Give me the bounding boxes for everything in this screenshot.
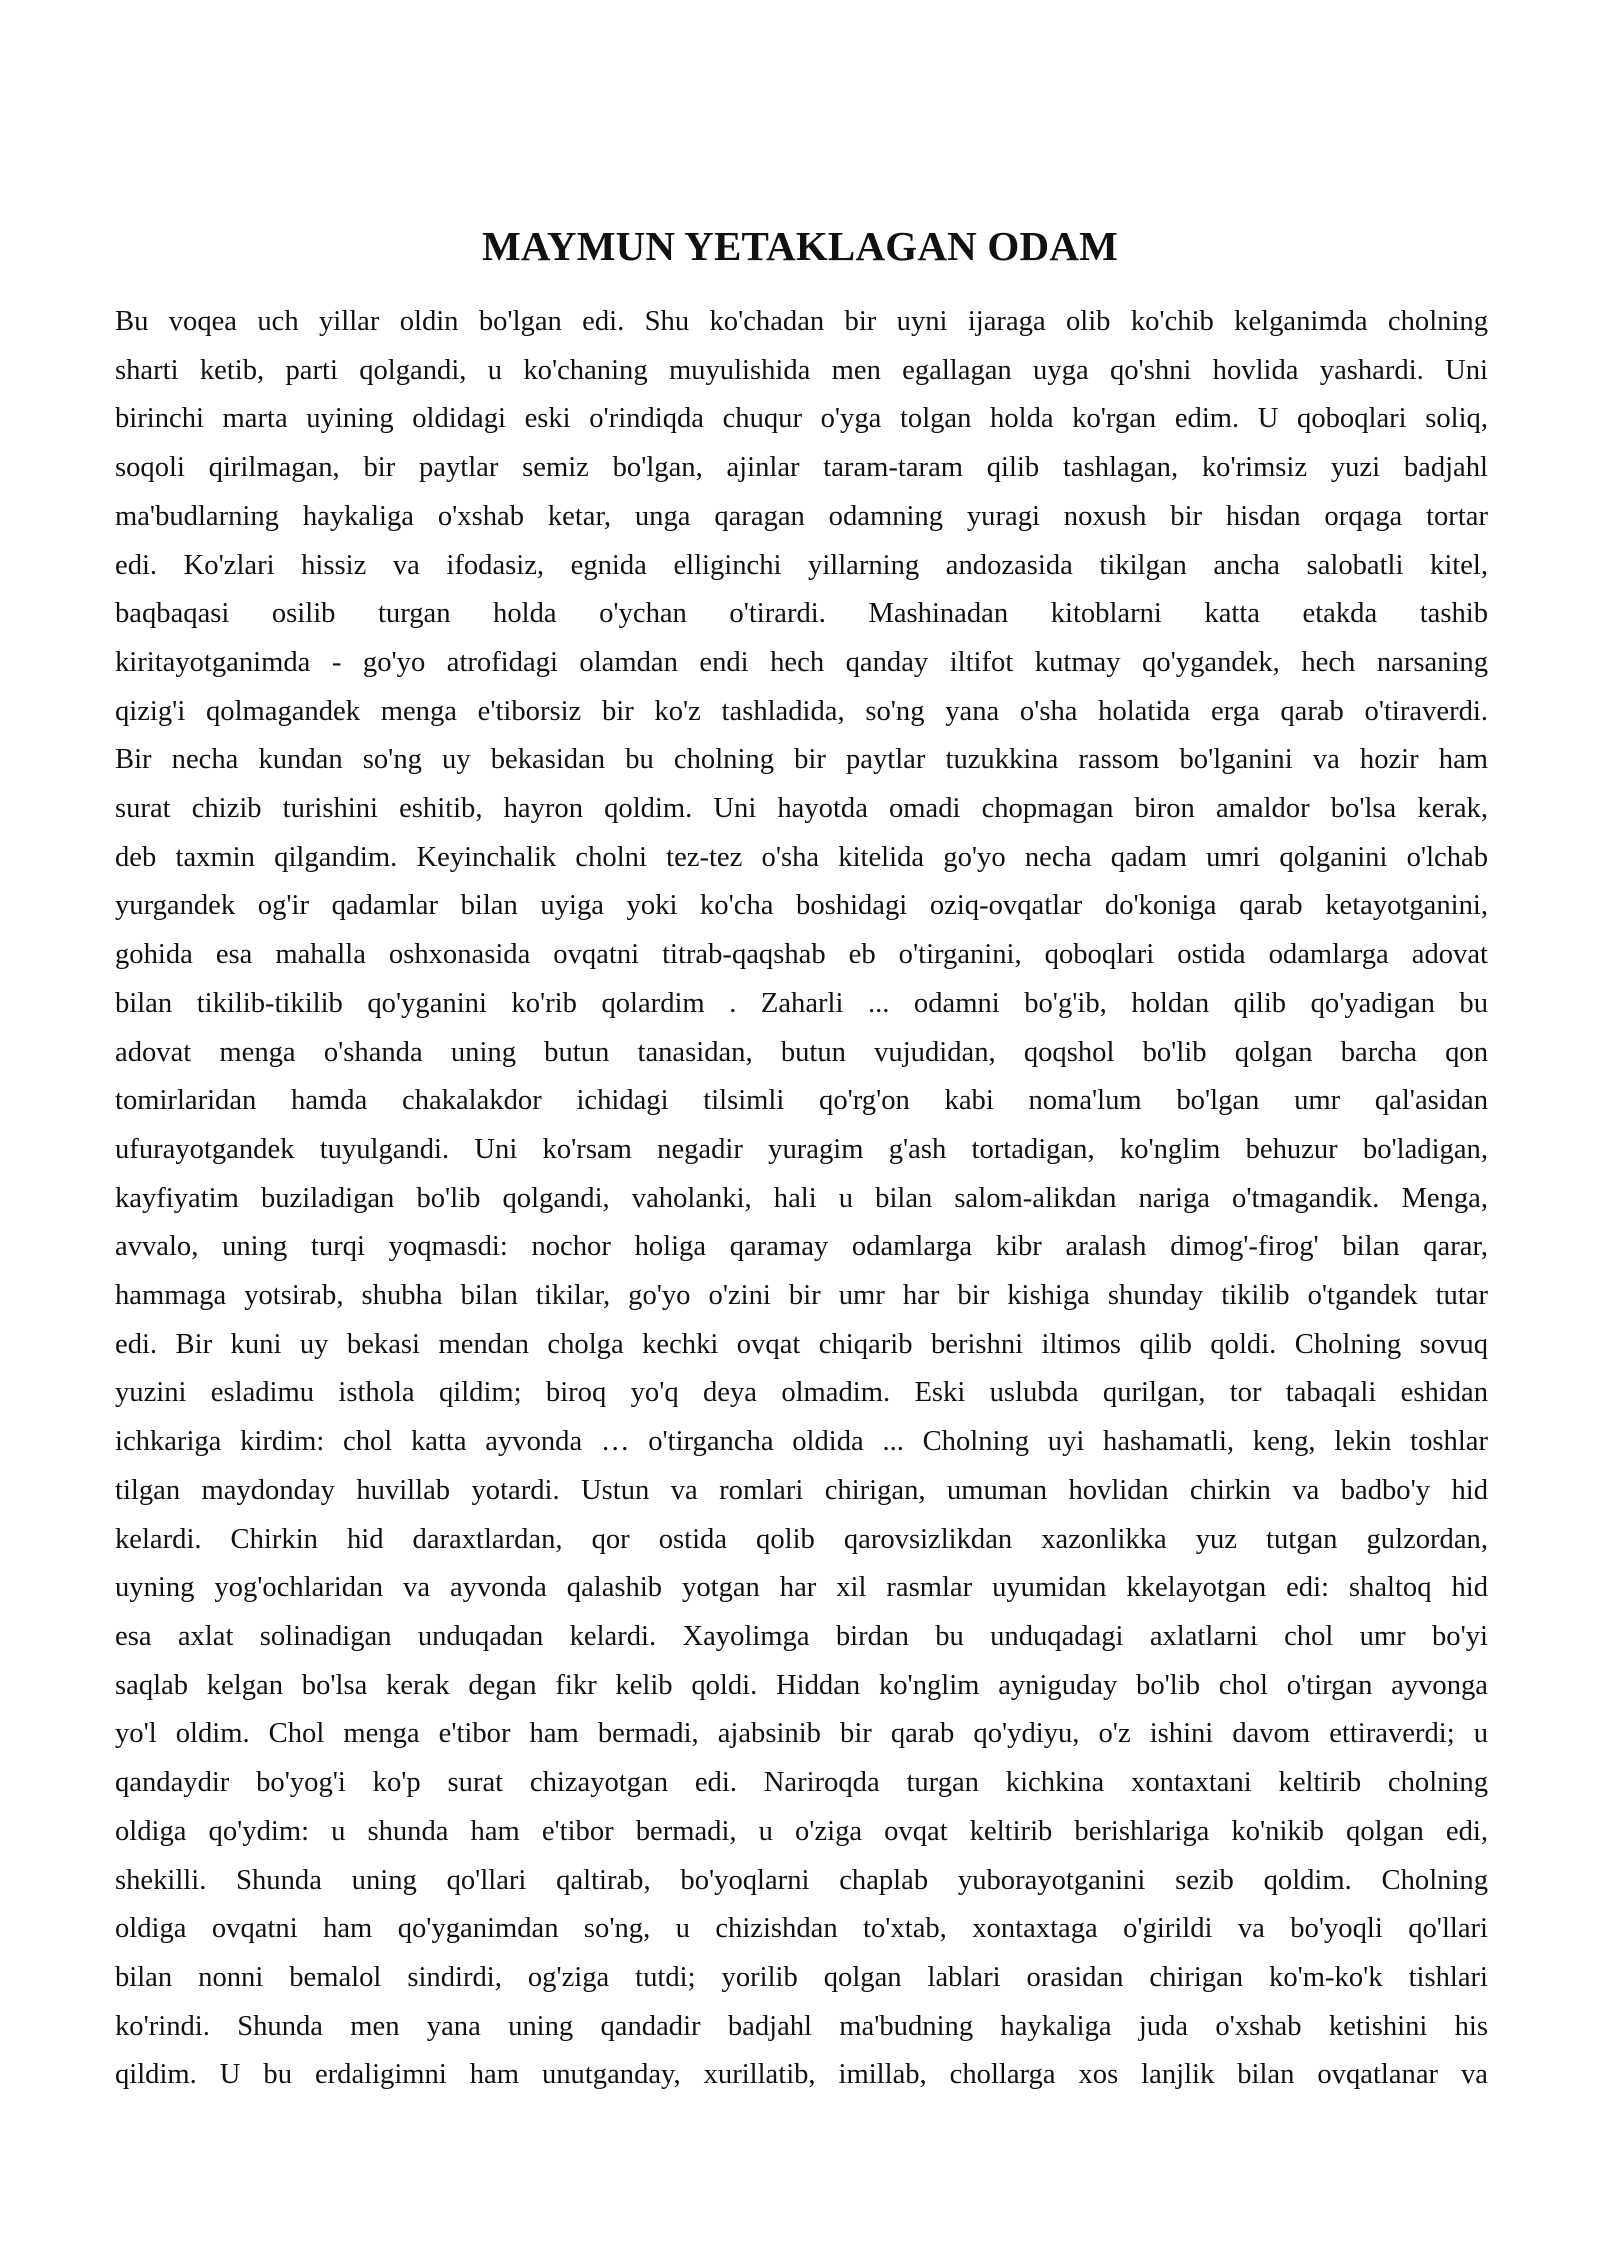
body-line: gohida esa mahalla oshxonasida ovqatni titrab-qaqshab eb o'tirganini, qoboqlari ostida odamlarga adovat [115, 939, 1488, 971]
body-line: yo'l oldim. Chol menga e'tibor ham bermadi, ajabsinib bir qarab qo'ydiyu, o'z ishini davom ettiraverdi; u [115, 1718, 1488, 1750]
body-line: soqoli qirilmagan, bir paytlar semiz bo'lgan, ajinlar taram-taram qilib tashlagan, ko'rimsiz yuzi badjahl [115, 452, 1488, 484]
body-line: birinchi marta uyining oldidagi eski o'rindiqda chuqur o'yga tolgan holda ko'rgan edim. U qoboqlari soliq, [115, 403, 1488, 435]
body-line: avvalo, uning turqi yoqmasdi: nochor holiga qaramay odamlarga kibr aralash dimog'-firog' bilan qarar, [115, 1231, 1488, 1263]
body-line: esa axlat solinadigan unduqadan kelardi. Xayolimga birdan bu unduqadagi axlatlarni chol umr bo'yi [115, 1620, 1488, 1652]
body-line: sharti ketib, parti qolgandi, u ko'chaning muyulishida men egallagan uyga qo'shni hovlida yashardi. Uni [115, 354, 1488, 386]
body-line: tilgan maydonday huvillab yotardi. Ustun va romlari chirigan, umuman hovlidan chirkin va badbo'y hid [115, 1474, 1488, 1506]
body-line: saqlab kelgan bo'lsa kerak degan fikr kelib qoldi. Hiddan ko'nglim ayniguday bo'lib chol o'tirgan ayvonga [115, 1669, 1488, 1701]
body-line: ichkariga kirdim: chol katta ayvonda … o'tirgancha oldida ... Cholning uyi hashamatli, keng, lekin toshlar [115, 1426, 1488, 1458]
body-line: oldiga ovqatni ham qo'yganimdan so'ng, u chizishdan to'xtab, xontaxtaga o'girildi va bo'yoqli qo'llari [115, 1913, 1488, 1945]
body-line: shekilli. Shunda uning qo'llari qaltirab, bo'yoqlarni chaplab yuborayotganini sezib qoldim. Cholning [115, 1864, 1488, 1896]
body-line: Bu voqea uch yillar oldin bo'lgan edi. Shu ko'chadan bir uyni ijaraga olib ko'chib kelganimda cholning [115, 306, 1488, 337]
body-line: hammaga yotsirab, shubha bilan tikilar, go'yo o'zini bir umr har bir kishiga shunday tikilib o'tgandek tutar [115, 1280, 1488, 1312]
body-line: deb taxmin qilgandim. Keyinchalik cholni tez-tez o'sha kitelida go'yo necha qadam umri qolganini o'lchab [115, 841, 1488, 873]
body-line: uyning yog'ochlaridan va ayvonda qalashib yotgan har xil rasmlar uyumidan kkelayotgan edi: shaltoq hid [115, 1572, 1488, 1604]
body-line: ma'budlarning haykaliga o'xshab ketar, unga qaragan odamning yuragi noxush bir hisdan orqaga tortar [115, 500, 1488, 532]
body-line: qildim. U bu erdaligimni ham unutganday, xurillatib, imillab, chollarga xos lanjlik bilan ovqatlanar va [115, 2059, 1488, 2091]
body-line: ko'rindi. Shunda men yana uning qandadir badjahl ma'budning haykaliga juda o'xshab ketishini his [115, 2010, 1488, 2042]
body-line: Bir necha kundan so'ng uy bekasidan bu cholning bir paytlar tuzukkina rassom bo'lganini va hozir ham [115, 744, 1488, 776]
body-line: kiritayotganimda - go'yo atrofidagi olamdan endi hech qanday iltifot kutmay qo'ygandek, hech narsaning [115, 646, 1488, 678]
body-line: kelardi. Chirkin hid daraxtlardan, qor ostida qolib qarovsizlikdan xazonlikka yuz tutgan gulzordan, [115, 1523, 1488, 1555]
body-line: edi. Ko'zlari hissiz va ifodasiz, egnida elliginchi yillarning andozasida tikilgan ancha salobatli kitel, [115, 549, 1488, 581]
body-line: ufurayotgandek tuyulgandi. Uni ko'rsam negadir yuragim g'ash tortadigan, ko'nglim behuzur bo'ladigan, [115, 1133, 1488, 1165]
body-line: qizig'i qolmagandek menga e'tiborsiz bir ko'z tashladida, so'ng yana o'sha holatida erga qarab o'tiraverdi. [115, 695, 1488, 727]
body-line: kayfiyatim buziladigan bo'lib qolgandi, vaholanki, hali u bilan salom-alikdan nariga o'tmagandik. Menga, [115, 1182, 1488, 1214]
body-line: adovat menga o'shanda uning butun tanasidan, butun vujudidan, qoqshol bo'lib qolgan barcha qon [115, 1036, 1488, 1068]
body-line: yurgandek og'ir qadamlar bilan uyiga yoki ko'cha boshidagi oziq-ovqatlar do'koniga qarab ketayotganini, [115, 890, 1488, 922]
document-title: MAYMUN YETAKLAGAN ODAM [481, 223, 1119, 269]
body-line: bilan nonni bemalol sindirdi, og'ziga tutdi; yorilib qolgan lablari orasidan chirigan ko'm-ko'k tishlari [115, 1961, 1488, 1993]
body-line: bilan tikilib-tikilib qo'yganini ko'rib qolardim . Zaharli ... odamni bo'g'ib, holdan qilib qo'yadigan bu [115, 987, 1488, 1019]
body-line: yuzini esladimu isthola qildim; biroq yo'q deya olmadim. Eski uslubda qurilgan, tor tabaqali eshidan [115, 1377, 1488, 1409]
body-line: surat chizib turishini eshitib, hayron qoldim. Uni hayotda omadi chopmagan biron amaldor bo'lsa kerak, [115, 793, 1488, 825]
body-line: baqbaqasi osilib turgan holda o'ychan o'tirardi. Mashinadan kitoblarni katta etakda tashib [115, 598, 1488, 630]
body-line: edi. Bir kuni uy bekasi mendan cholga kechki ovqat chiqarib berishni iltimos qilib qoldi. Cholning sovuq [115, 1328, 1488, 1360]
body-line: tomirlaridan hamda chakalakdor ichidagi tilsimli qo'rg'on kabi noma'lum bo'lgan umr qal'asidan [115, 1085, 1488, 1117]
document-body [115, 298, 1488, 2100]
body-line: oldiga qo'ydim: u shunda ham e'tibor bermadi, u o'ziga ovqat keltirib berishlariga ko'nikib qolgan edi, [115, 1815, 1488, 1847]
body-line: qandaydir bo'yog'i ko'p surat chizayotgan edi. Nariroqda turgan kichkina xontaxtani keltirib cholning [115, 1767, 1488, 1799]
